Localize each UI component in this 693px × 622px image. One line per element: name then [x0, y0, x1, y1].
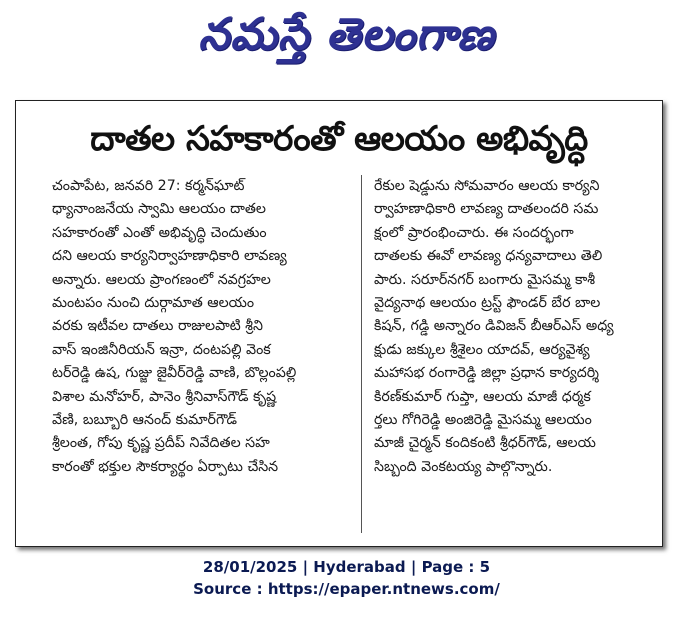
body-line: శ్రీలంత, గోపు కృష్ణ ప్రదీప్ నివేదితల సహ — [52, 435, 270, 452]
article-column-right — [374, 175, 640, 479]
body-line: సిబ్బంది వెంకటయ్య పాల్గొన్నారు. — [374, 458, 553, 475]
newspaper-logo: నమస్తే తెలంగాణ — [198, 9, 495, 60]
body-line: కిరణ్‌కుమార్ గుప్తా, ఆలయ మాజీ ధర్మక — [374, 388, 591, 405]
body-line: మంటపం నుంచి దుర్గామాత ఆలయం — [52, 295, 255, 312]
body-line: కారంతో భక్తుల సౌకర్యార్థం ఏర్పాటు చేసిన — [52, 458, 279, 475]
body-line: క్షుడు జక్కుల శ్రీశైలం యాదవ్, ఆర్యవైశ్య — [374, 341, 590, 358]
body-line: వేణి, బబ్బూరి ఆనంద్ కుమార్‌గౌడ్ — [52, 412, 237, 429]
body-line: ర్తలు గోగిరెడ్డి అంజిరెడ్డి మైసమ్మ ఆలయం — [374, 412, 592, 429]
body-line: మహాసభ రంగారెడ్డి జిల్లా ప్రధాన కార్యదర్శి — [374, 365, 599, 382]
body-line: వాస్ ఇంజినీరియన్ ఇన్రా, దంటపల్లి వెంక — [52, 341, 271, 358]
edition-info: 28/01/2025 | Hyderabad | Page : 5 — [202, 558, 491, 576]
body-line: మాజీ చైర్మన్ కందికంటి శ్రీధర్‌గౌడ్, ఆలయ — [374, 435, 596, 452]
article-body — [52, 175, 640, 535]
article-column-left — [52, 175, 348, 479]
body-line: అన్నారు. ఆలయ ప్రాంగణంలో నవగ్రహల — [52, 271, 271, 288]
body-line: వైద్యనాథ ఆలయం ట్రస్ట్ ఫౌండర్ బేర బాల — [374, 295, 601, 312]
body-line: వరకు ఇటీవల దాతలు రాజులపాటి శ్రీని — [52, 318, 263, 335]
body-line: దని ఆలయ కార్యనిర్వాహణాధికారి లావణ్య — [52, 248, 287, 265]
masthead — [0, 0, 693, 72]
body-line: రేకుల షెడ్డును సోమవారం ఆలయ కార్యని — [374, 178, 600, 194]
body-line: ర్వాహణాధికారి లావణ్య దాతలందరి సమ — [374, 201, 599, 218]
source-info: Source : https://epaper.ntnews.com/ — [193, 580, 500, 598]
body-line: చంపాపేట, జనవరి 27: కర్మన్‌ఘాట్ — [52, 178, 245, 194]
body-line: దాతలకు ఈవో లావణ్య ధన్యవాదాలు తెలి — [374, 248, 603, 265]
body-line: విశాల మనోహర్, పానెం శ్రీనివాస్‌గౌడ్ కృష్ణ — [52, 388, 277, 405]
body-line: ధ్యానాంజనేయ స్వామి ఆలయం దాతల — [52, 201, 266, 218]
column-divider — [361, 175, 362, 533]
body-line: పారు. సరూర్‌నగర్ బంగారు మైసమ్మ కాశీ — [374, 271, 596, 288]
body-line: టర్‌రెడ్డి ఉష, గుజ్జు జైవీర్‌రెడ్డి వాణి, బొల్లంపల్లి — [52, 365, 297, 382]
article-headline: దాతల సహకారంతో ఆలయం అభివృద్ధి — [90, 119, 588, 159]
clipping-footer — [0, 556, 693, 600]
body-line: కిషన్, గడ్డి అన్నారం డివిజన్ బీఆర్ఎస్ అధ్య — [374, 318, 614, 335]
article-clipping — [15, 100, 663, 547]
body-line: క్షంలో ప్రారంభించారు. ఈ సందర్భంగా — [374, 224, 574, 241]
body-line: సహకారంతో ఎంతో అభివృద్ధి చెందుతుం — [52, 224, 267, 241]
